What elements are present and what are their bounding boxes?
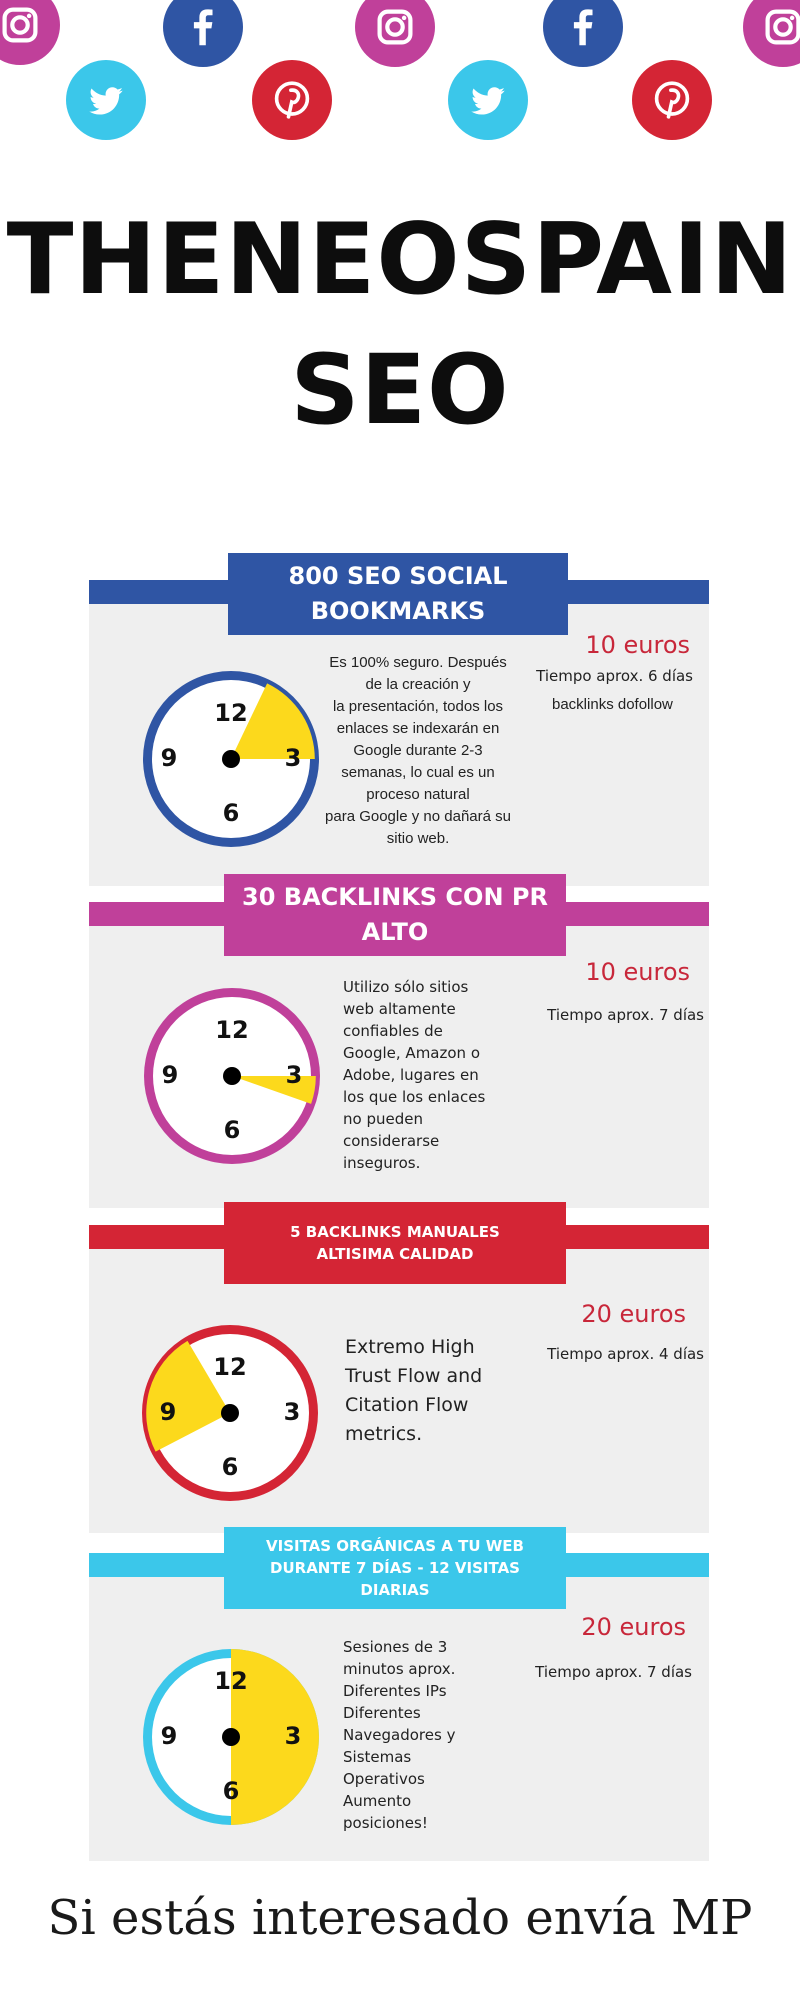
service-description: Utilizo sólo sitios web altamente confiables de Google, Amazon o Adobe, lugares en los que los enlaces no pueden considerarse inseguros.: [343, 978, 486, 1172]
clock-label-6: 6: [221, 1453, 239, 1481]
clock-label-12: 12: [214, 699, 248, 727]
pinterest-icon[interactable]: [632, 60, 712, 140]
clock-label-12: 12: [214, 1667, 248, 1695]
service-time: Tiempo aprox. 6 días: [536, 667, 693, 685]
clock-label-3: 3: [284, 1722, 302, 1750]
clock-label-6: 6: [222, 1777, 240, 1805]
service-time: Tiempo aprox. 7 días: [535, 1663, 692, 1681]
clock-label-3: 3: [285, 1061, 303, 1089]
service-time: Tiempo aprox. 7 días: [547, 1006, 704, 1024]
instagram-icon[interactable]: [743, 0, 800, 67]
clock-icon: [137, 981, 327, 1171]
clock-icon: [136, 1642, 326, 1832]
twitter-icon[interactable]: [448, 60, 528, 140]
clock-label-9: 9: [161, 1061, 179, 1089]
clock-label-12: 12: [213, 1353, 247, 1381]
clock-label-3: 3: [283, 1398, 301, 1426]
service-price: 20 euros: [581, 1613, 686, 1641]
footer-cta: Si estás interesado envía MP: [47, 1890, 753, 1946]
facebook-icon[interactable]: [543, 0, 623, 67]
service-description: Extremo High Trust Flow and Citation Flow metrics.: [345, 1336, 483, 1445]
service-price: 20 euros: [581, 1300, 686, 1328]
service-time: Tiempo aprox. 4 días: [547, 1345, 704, 1363]
service-banner: 5 BACKLINKS MANUALES ALTISIMA CALIDAD: [224, 1202, 566, 1284]
service-banner: VISITAS ORGÁNICAS A TU WEB DURANTE 7 DÍAS - 12 VISITAS DIARIAS: [224, 1527, 566, 1609]
clock-label-9: 9: [159, 1398, 177, 1426]
service-description: Sesiones de 3 minutos aprox. Diferentes IPs Diferentes Navegadores y Sistemas Operativos Aumento posiciones!: [343, 1638, 456, 1832]
service-price: 10 euros: [585, 958, 690, 986]
clock-label-12: 12: [215, 1016, 249, 1044]
clock-label-9: 9: [160, 1722, 178, 1750]
instagram-icon[interactable]: [355, 0, 435, 67]
clock-label-6: 6: [223, 1116, 241, 1144]
instagram-icon[interactable]: [0, 0, 60, 65]
clock-label-3: 3: [284, 744, 302, 772]
clock-icon: [135, 1318, 325, 1508]
service-banner: 800 SEO SOCIAL BOOKMARKS: [228, 553, 568, 635]
page-title: THENEOSPAIN: [6, 203, 794, 317]
pinterest-icon[interactable]: [252, 60, 332, 140]
service-banner: 30 BACKLINKS CON PR ALTO: [224, 874, 566, 956]
clock-label-9: 9: [160, 744, 178, 772]
service-extra-note: backlinks dofollow: [552, 696, 673, 713]
twitter-icon[interactable]: [66, 60, 146, 140]
clock-label-6: 6: [222, 799, 240, 827]
page-subtitle: SEO: [290, 334, 510, 446]
facebook-icon[interactable]: [163, 0, 243, 67]
service-price: 10 euros: [585, 631, 690, 659]
service-description: Es 100% seguro. Después de la creación y la presentación, todos los enlaces se indexarán en Google durante 2-3 semanas, lo cual es un proceso natural para Google y no dañará su sitio web.: [325, 654, 511, 847]
clock-icon: [136, 664, 326, 854]
